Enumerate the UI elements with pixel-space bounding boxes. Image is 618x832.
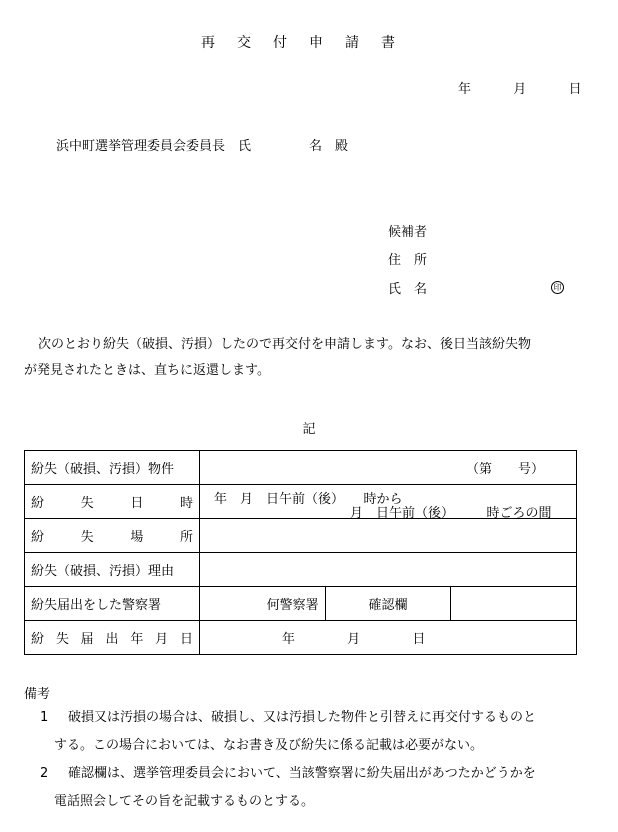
table-row (25, 451, 577, 485)
datetime-until: 月 日午前（後） 時ごろの間 (350, 506, 552, 521)
police-station-name: 何警察署 (266, 598, 319, 613)
paragraph-line-2: が発見されたときは、直ちに返還します。 (24, 363, 270, 378)
report-date-value[interactable] (200, 621, 577, 655)
lost-item-label: 紛失（破損、汚損）物件 (25, 451, 200, 485)
table-row (25, 519, 577, 553)
note-item-2 (40, 760, 600, 816)
report-date-day: 日 (412, 632, 426, 647)
note-item-1 (40, 704, 600, 760)
lost-reason-label: 紛失（破損、汚損）理由 (25, 553, 200, 587)
police-station-value[interactable] (200, 587, 326, 621)
seal-mark: 印 (551, 281, 564, 294)
report-date-month: 月 (347, 632, 361, 647)
note-line: 電話照会してその旨を記載するものとする。 (54, 794, 315, 809)
paragraph-line-1: 次のとおり紛失（破損、汚損）したので再交付を申請します。なお、後日当該紛失物 (38, 337, 531, 352)
lost-item-value[interactable] (200, 451, 577, 485)
lost-datetime-value[interactable] (200, 485, 577, 519)
lost-place-label: 紛 失 場 所 (25, 519, 200, 553)
note-line: 確認欄は、選挙管理委員会において、当該警察署に紛失届出があつたかどうかを (68, 766, 536, 781)
applicant-role: 候補者 (388, 225, 428, 240)
datetime-from: 年 月 日午前（後） 時から (214, 492, 403, 507)
report-date-label: 紛 失 届 出 年 月 日 (25, 621, 200, 655)
ki-heading: 記 (302, 422, 316, 437)
confirm-label: 確認欄 (325, 587, 451, 621)
table-row (25, 587, 577, 621)
lost-place-value[interactable] (200, 519, 577, 553)
police-station-label: 紛失届出をした警察署 (25, 587, 200, 621)
note-number: 2 (40, 766, 49, 781)
application-date (458, 78, 582, 97)
notes-title: 備考 (24, 687, 51, 702)
date-month: 月 (513, 82, 527, 97)
item-number-field: （第 号） (466, 462, 545, 477)
confirm-value[interactable] (451, 587, 577, 621)
addressee-prefix: 浜中町選挙管理委員会委員長 氏 (56, 139, 252, 154)
declaration-paragraph (24, 332, 604, 384)
note-line: 破損又は汚損の場合は、破損し、又は汚損した物件と引替えに再交付するものと (68, 710, 537, 725)
addressee-suffix: 名 殿 (309, 139, 349, 154)
reissue-details-table (24, 450, 577, 655)
lost-reason-value[interactable] (200, 553, 577, 587)
date-day: 日 (568, 82, 582, 97)
report-date-year: 年 (282, 632, 296, 647)
table-row (25, 553, 577, 587)
lost-datetime-label: 紛 失 日 時 (25, 485, 200, 519)
table-row (25, 485, 577, 519)
applicant-name-label: 氏 名 (388, 282, 428, 297)
note-line: する。この場合においては、なお書き及び紛失に係る記載は必要がない。 (54, 738, 484, 753)
document-title: 再交付申請書 (201, 35, 417, 51)
table-row (25, 621, 577, 655)
applicant-address-label: 住 所 (388, 253, 428, 268)
note-number: 1 (40, 710, 49, 725)
addressee (56, 135, 348, 154)
date-year: 年 (458, 82, 472, 97)
